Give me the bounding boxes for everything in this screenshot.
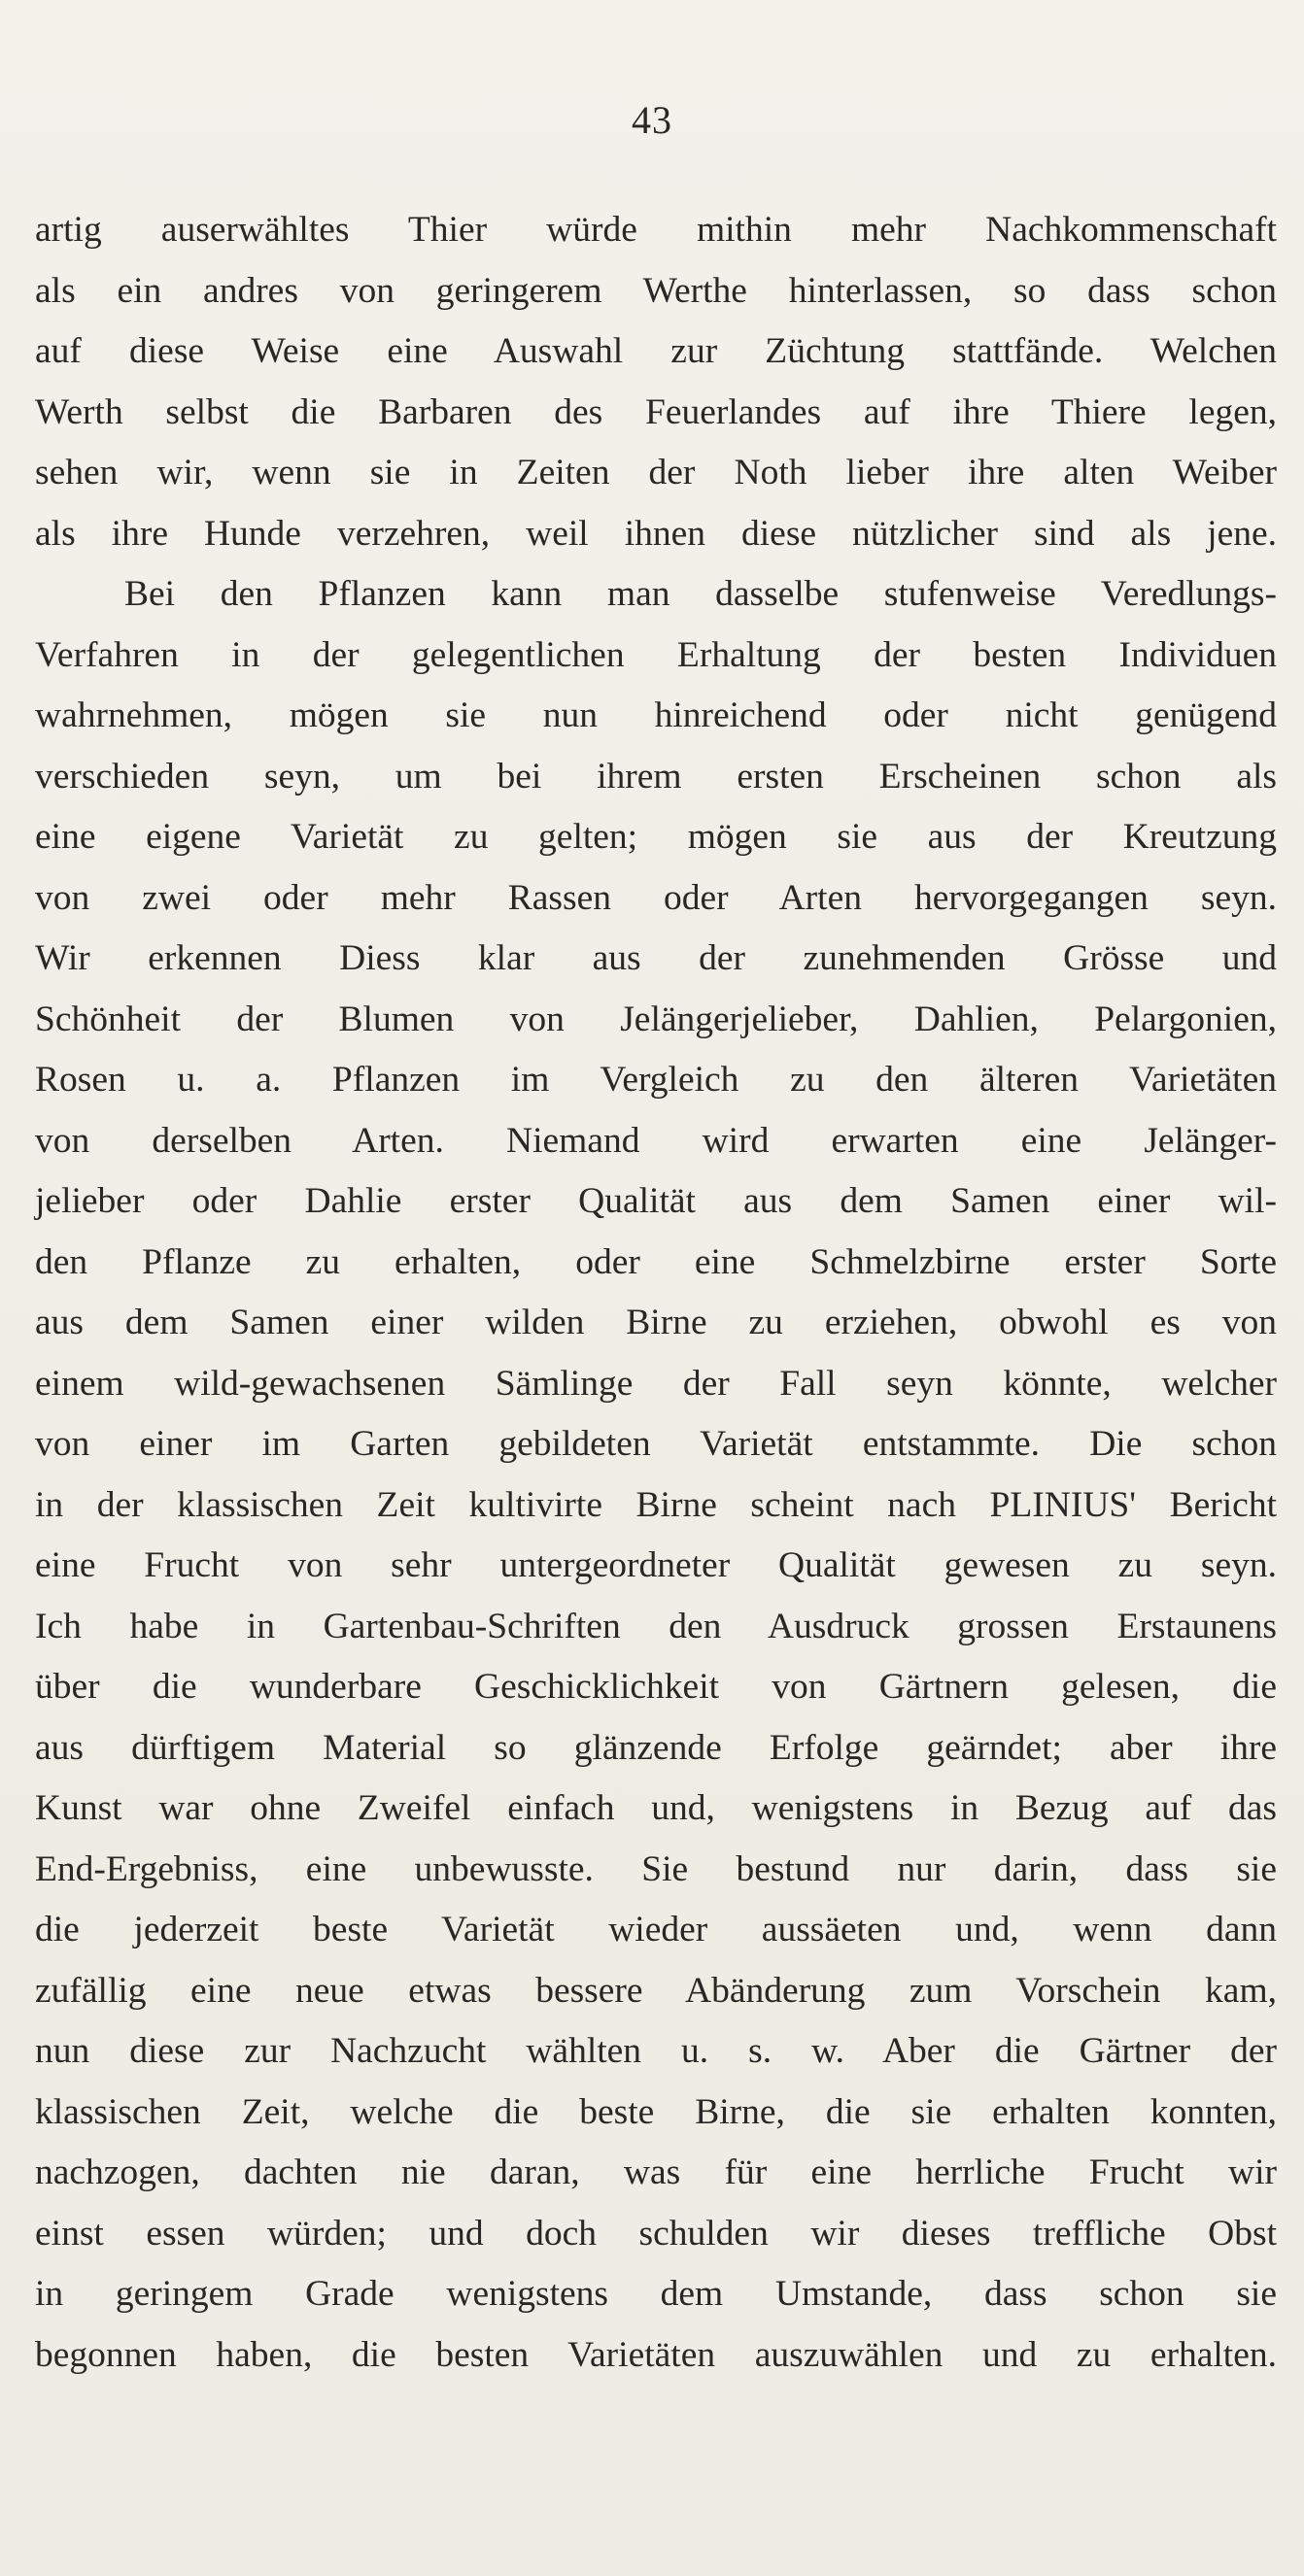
text-line: Schönheit der Blumen von Jelängerjelieber, Dahlien, Pelargonien, (35, 999, 1277, 1039)
text-line: nun diese zur Nachzucht wählten u. s. w. Aber die Gärtner der (35, 2031, 1277, 2071)
text-line: eine Frucht von sehr untergeordneter Qualität gewesen zu seyn. (35, 1545, 1277, 1585)
text-line: klassischen Zeit, welche die beste Birne, die sie erhalten konnten, (35, 2091, 1277, 2132)
text-line: in geringem Grade wenigstens dem Umstande, dass schon sie (35, 2274, 1277, 2314)
text-line: die jederzeit beste Varietät wieder aussäeten und, wenn dann (35, 1910, 1277, 1949)
text-line: den Pflanze zu erhalten, oder eine Schmelzbirne erster Sorte (35, 1241, 1277, 1282)
text-line: Werth selbst die Barbaren des Feuerlandes auf ihre Thiere legen, (35, 391, 1277, 432)
text-line: nachzogen, dachten nie daran, was für eine herrliche Frucht wir (35, 2152, 1277, 2192)
text-line: einst essen würden; und doch schulden wir dieses treffliche Obst (35, 2213, 1277, 2254)
text-line: End-Ergebniss, eine unbewusste. Sie bestund nur darin, dass sie (35, 1848, 1277, 1889)
text-line: Rosen u. a. Pflanzen im Vergleich zu den älteren Varietäten (35, 1060, 1277, 1100)
text-line: jelieber oder Dahlie erster Qualität aus dem Samen einer wil- (35, 1181, 1277, 1221)
text-line: in der klassischen Zeit kultivirte Birne scheint nach PLINIUS' Bericht (35, 1484, 1277, 1525)
text-line: von zwei oder mehr Rassen oder Arten hervorgegangen seyn. (35, 877, 1277, 918)
text-line: verschieden seyn, um bei ihrem ersten Erscheinen schon als (35, 756, 1277, 797)
text-line: Ich habe in Gartenbau-Schriften den Ausdruck grossen Erstaunens (35, 1606, 1277, 1646)
text-line: als ihre Hunde verzehren, weil ihnen diese nützlicher sind als jene. (35, 513, 1277, 554)
text-line: sehen wir, wenn sie in Zeiten der Noth lieber ihre alten Weiber (35, 453, 1277, 492)
text-line: auf diese Weise eine Auswahl zur Züchtung stattfände. Welchen (35, 331, 1277, 371)
text-line: Verfahren in der gelegentlichen Erhaltung der besten Individuen (35, 634, 1277, 675)
paragraph-start-line: Bei den Pflanzen kann man dasselbe stufenweise Veredlungs- (124, 574, 1277, 614)
text-line: wahrnehmen, mögen sie nun hinreichend oder nicht genügend (35, 695, 1277, 735)
text-line: aus dem Samen einer wilden Birne zu erziehen, obwohl es von (35, 1303, 1277, 1342)
text-line: eine eigene Varietät zu gelten; mögen sie aus der Kreutzung (35, 817, 1277, 857)
text-line: Wir erkennen Diess klar aus der zunehmenden Grösse und (35, 938, 1277, 978)
text-line: aus dürftigem Material so glänzende Erfolge geärndet; aber ihre (35, 1727, 1277, 1768)
text-line: zufällig eine neue etwas bessere Abänderung zum Vorschein kam, (35, 1970, 1277, 2011)
text-line: begonnen haben, die besten Varietäten auszuwählen und zu erhalten. (35, 2334, 1277, 2375)
text-line: artig auserwähltes Thier würde mithin mehr Nachkommenschaft (35, 210, 1277, 250)
text-line: über die wunderbare Geschicklichkeit von Gärtnern gelesen, die (35, 1667, 1277, 1707)
page-number: 43 (632, 98, 672, 142)
text-line: einem wild-gewachsenen Sämlinge der Fall seyn könnte, welcher (35, 1363, 1277, 1404)
text-line: als ein andres von geringerem Werthe hinterlassen, so dass schon (35, 270, 1277, 311)
text-line: von einer im Garten gebildeten Varietät entstammte. Die schon (35, 1424, 1277, 1464)
text-line: von derselben Arten. Niemand wird erwarten eine Jelänger- (35, 1120, 1277, 1161)
body-text (35, 200, 1277, 2386)
text-line: Kunst war ohne Zweifel einfach und, wenigstens in Bezug auf das (35, 1788, 1277, 1828)
